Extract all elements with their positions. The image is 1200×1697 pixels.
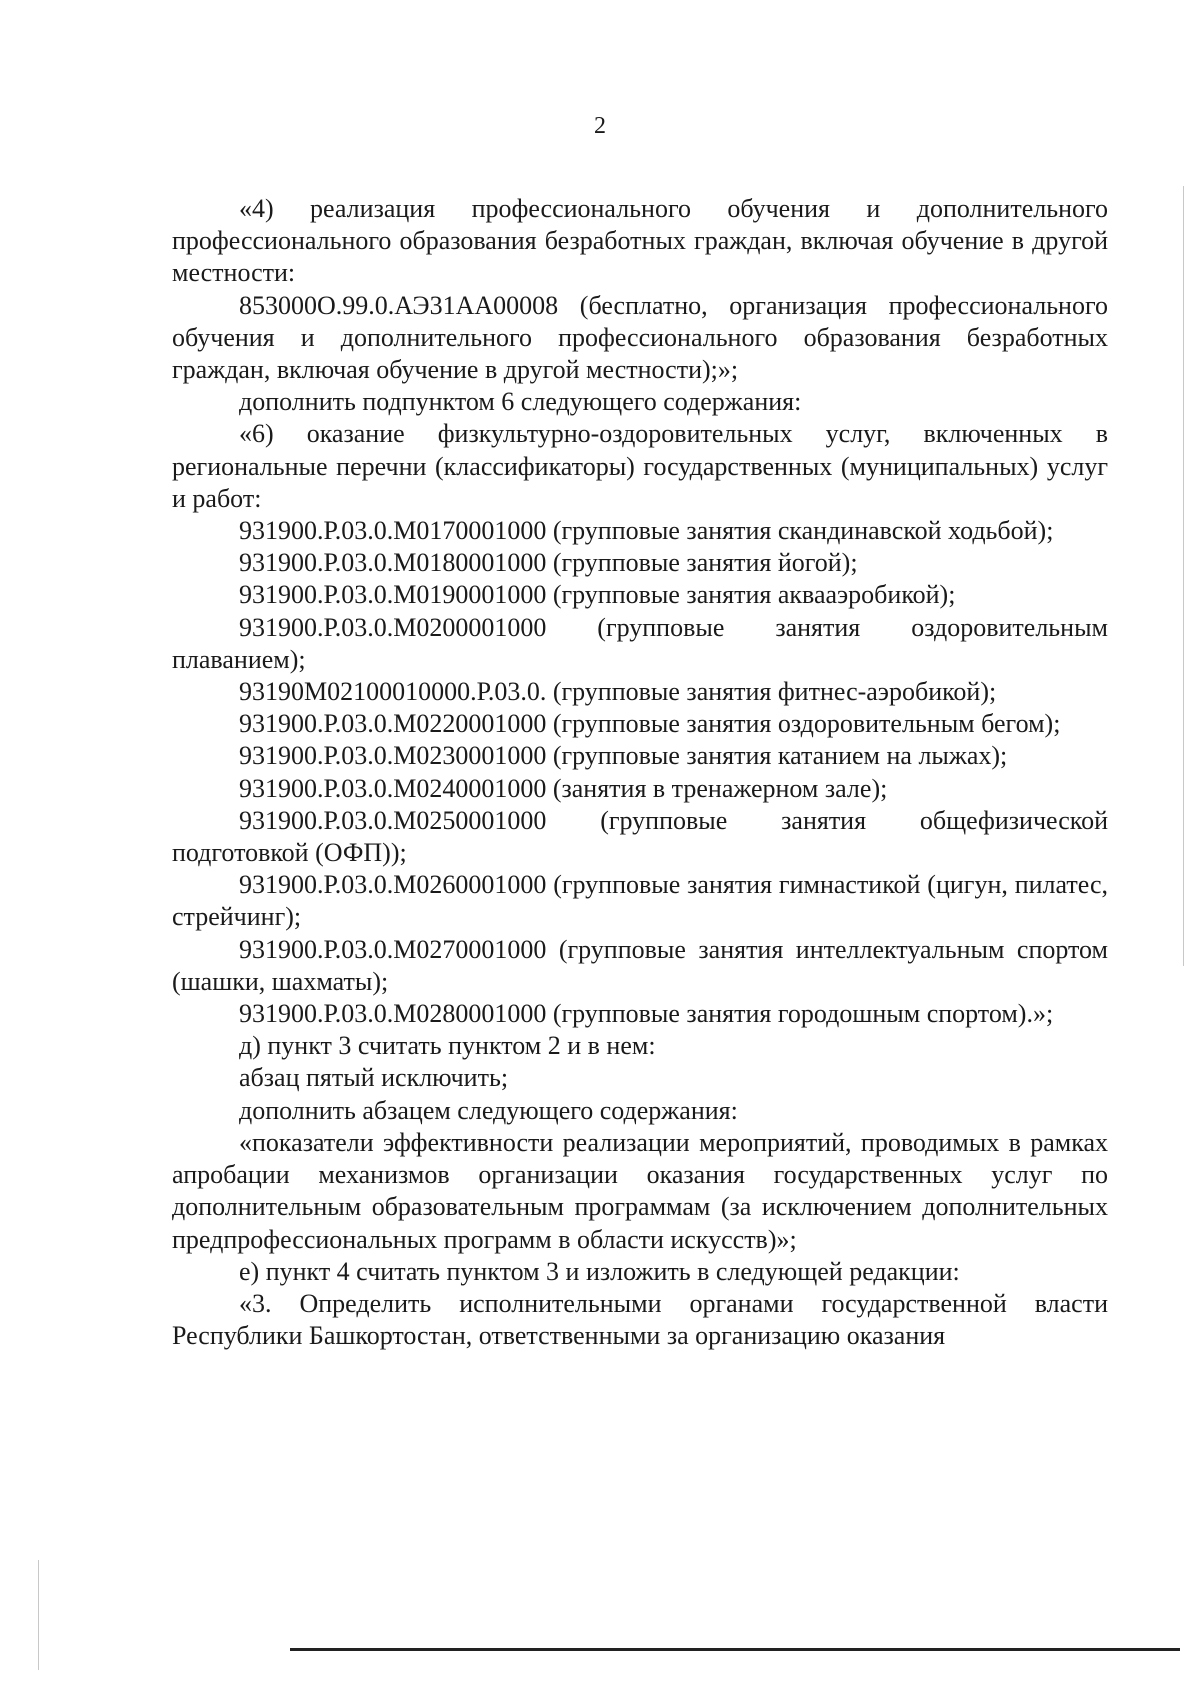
- paragraph-code-yoga: 931900.Р.03.0.М0180001000 (групповые занятия йогой);: [239, 548, 858, 578]
- paragraph-code-fitness-aerobics: 93190М02100010000.Р.03.0. (групповые занятия фитнес-аэробикой);: [239, 677, 997, 707]
- scan-edge-mark-left: [38, 1560, 39, 1670]
- paragraph-code-aqua-aerobics: 931900.Р.03.0.М0190001000 (групповые занятия аквааэробикой);: [239, 580, 956, 610]
- paragraph-item-3-definition: «3. Определить исполнительными органами государственной власти Республики Башкортостан, ответственными за организацию оказания: [172, 1288, 1108, 1351]
- paragraph-item-4: «4) реализация профессионального обучения и дополнительного профессионального образования безработных граждан, включая обучение в другой местности:: [172, 194, 1108, 288]
- paragraph-code-gorodki: 931900.Р.03.0.М0280001000 (групповые занятия городошным спортом).»;: [239, 999, 1054, 1029]
- paragraph-add-paragraph: дополнить абзацем следующего содержания:: [239, 1095, 738, 1125]
- paragraph-exclude-fifth: абзац пятый исключить;: [239, 1063, 509, 1093]
- paragraph-code-running: 931900.Р.03.0.М0220001000 (групповые занятия оздоровительным бегом);: [239, 709, 1061, 739]
- page-number: 2: [594, 113, 606, 139]
- paragraph-item-6: «6) оказание физкультурно-оздоровительных услуг, включенных в региональные перечни (классификаторы) государственных (муниципальных) услуг и работ:: [172, 419, 1108, 513]
- scan-bottom-edge-line: [290, 1648, 1180, 1651]
- paragraph-code-nordic-walking: 931900.Р.03.0.М0170001000 (групповые занятия скандинавской ходьбой);: [239, 516, 1054, 546]
- paragraph-item-e: е) пункт 4 считать пунктом 3 и изложить в следующей редакции:: [239, 1256, 960, 1286]
- paragraph-code-mind-sports: 931900.Р.03.0.М0270001000 (групповые занятия интеллектуальным спортом (шашки, шахматы);: [172, 934, 1108, 996]
- paragraph-code-general-fitness: 931900.Р.03.0.М0250001000 (групповые занятия общефизической подготовкой (ОФП));: [172, 805, 1108, 868]
- scan-edge-mark-right: [1183, 186, 1184, 966]
- paragraph-code-gymnastics: 931900.Р.03.0.М0260001000 (групповые занятия гимнастикой (цигун, пилатес, стрейчинг);: [172, 870, 1108, 932]
- paragraph-code-unemployed-training: 853000О.99.0.АЭ31АА00008 (бесплатно, организация профессионального обучения и дополнительного профессионального образования безработных граждан, включая обучение в другой местности);»;: [172, 290, 1108, 385]
- paragraph-indicators: «показатели эффективности реализации мероприятий, проводимых в рамках апробации механизмов организации оказания государственных услуг по дополнительным образовательным программам (за исключением дополнительных предпрофессиональных программ в области искусств)»;: [172, 1127, 1108, 1254]
- paragraph-code-gym: 931900.Р.03.0.М0240001000 (занятия в тренажерном зале);: [239, 773, 888, 803]
- document-body: [172, 193, 1108, 1352]
- paragraph-code-swimming: 931900.Р.03.0.М0200001000 (групповые занятия оздоровительным плаванием);: [172, 612, 1108, 674]
- paragraph-item-d: д) пункт 3 считать пунктом 2 и в нем:: [239, 1031, 656, 1061]
- paragraph-add-subitem-6: дополнить подпунктом 6 следующего содержания:: [239, 387, 802, 417]
- paragraph-code-skiing: 931900.Р.03.0.М0230001000 (групповые занятия катанием на лыжах);: [239, 741, 1008, 771]
